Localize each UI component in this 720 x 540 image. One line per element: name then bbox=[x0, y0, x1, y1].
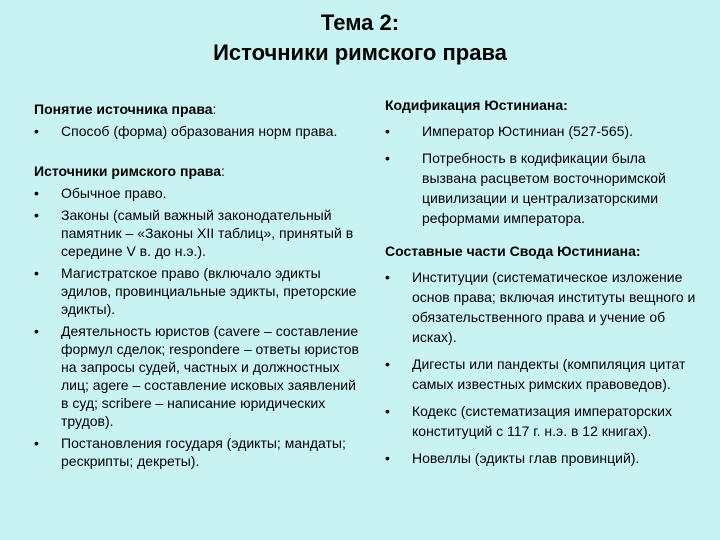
left-section-1-heading: Понятие источника права: bbox=[34, 101, 217, 117]
list-item: • Император Юстиниан (527-565). bbox=[385, 123, 633, 139]
bullet-icon: • bbox=[34, 185, 39, 201]
bullet-icon: • bbox=[385, 403, 390, 419]
title-line-1: Тема 2: bbox=[320, 10, 400, 35]
list-item: • Институции (систематическое изложение основ права; включая институты вещного и обязательственного права и учение об исках). bbox=[385, 269, 696, 345]
list-item: • Постановления государя (эдикты; мандаты; рескрипты; декреты). bbox=[34, 435, 346, 469]
list-item: • Законы (самый важный законодательный памятник – «Законы XII таблиц», принятый в середине V в. до н.э.). bbox=[34, 207, 354, 259]
list-item: • Новеллы (эдикты глав провинций). bbox=[385, 450, 640, 466]
bullet-icon: • bbox=[385, 269, 390, 285]
list-item: • Обычное право. bbox=[34, 185, 167, 201]
list-item: • Деятельность юристов (cavere – составление формул сделок; respondere – ответы юристов на запросы судей, частных и должностных лиц; agere – составление исковых заявлений в суд; scribere – написание юридических трудов). bbox=[34, 323, 359, 429]
title-line-2: Источники римского права bbox=[213, 40, 507, 65]
right-section-1-heading: Кодификация Юстиниана: bbox=[385, 97, 568, 113]
slide-title bbox=[0, 8, 720, 68]
left-section-2-heading: Источники римского права: bbox=[34, 163, 225, 179]
left-section-1-list bbox=[34, 122, 359, 140]
bullet-icon: • bbox=[34, 265, 39, 281]
left-column bbox=[34, 100, 359, 470]
bullet-icon: • bbox=[385, 150, 390, 166]
list-item: • Кодекс (систематизация императорских конституций с 117 г. н.э. в 12 книгах). bbox=[385, 403, 672, 439]
right-section-2-list bbox=[385, 267, 700, 468]
list-item: • Магистратское право (включало эдикты эдилов, провинциальные эдикты, преторские эдикты). bbox=[34, 265, 357, 317]
right-section-1-list bbox=[385, 121, 700, 228]
right-column bbox=[385, 96, 700, 468]
bullet-icon: • bbox=[34, 435, 39, 451]
bullet-icon: • bbox=[34, 123, 39, 139]
list-item: • Способ (форма) образования норм права. bbox=[34, 123, 338, 139]
list-item: • Потребность в кодификации была вызвана расцветом восточноримской цивилизации и централизаторскими реформами императора. bbox=[385, 150, 666, 226]
list-item: • Дигесты или пандекты (компиляция цитат самых известных римских правоведов). bbox=[385, 356, 686, 392]
left-section-2-list bbox=[34, 184, 359, 470]
bullet-icon: • bbox=[385, 450, 390, 466]
bullet-icon: • bbox=[385, 356, 390, 372]
right-section-2-heading: Составные части Свода Юстиниана: bbox=[385, 243, 641, 259]
bullet-icon: • bbox=[385, 123, 390, 139]
bullet-icon: • bbox=[34, 323, 39, 339]
bullet-icon: • bbox=[34, 207, 39, 223]
